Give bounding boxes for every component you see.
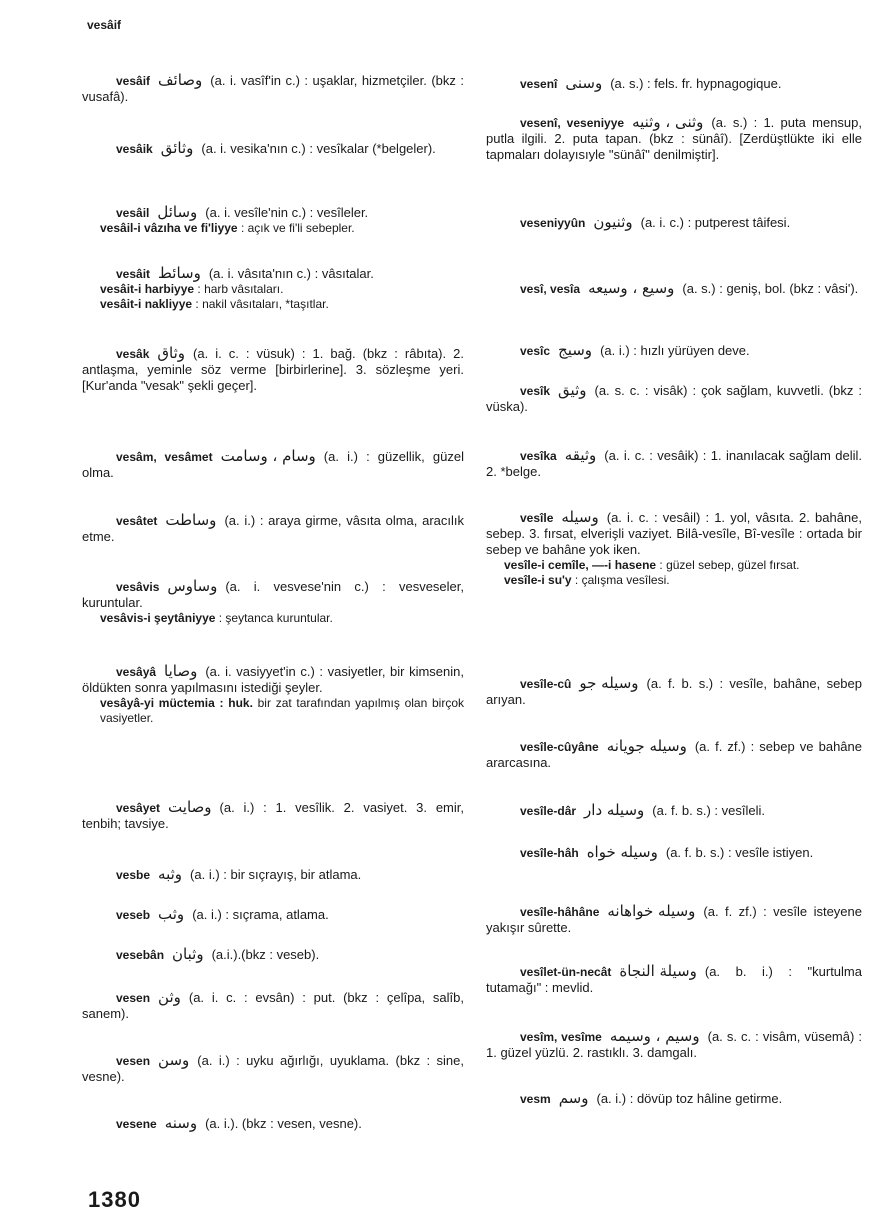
entry-definition: (a. f. b. s.) : vesîle, bahâne, sebep arıyan. — [486, 676, 862, 707]
entry-arabic-script: وثيق — [558, 381, 587, 399]
dictionary-entry — [82, 72, 464, 105]
sub-entry-headword: vesâil-i vâzıha ve fi'liyye — [100, 221, 238, 235]
dictionary-entry — [486, 509, 862, 588]
entry-arabic-script: وسيله دار — [584, 801, 645, 819]
entry-definition: (a. i.) : uyku ağırlığı, uyuklama. (bkz : sine, vesne). — [82, 1053, 464, 1084]
dictionary-entry — [82, 512, 464, 545]
entry-definition: (a. i. c. : vüsuk) : 1. bağ. (bkz : râbıta). 2. antlaşma, yeminle söz verme [birbirlerine]. 3. sözleşme yeri. [Kur'anda "vesak" şekli geçer]. — [82, 346, 464, 393]
entry-arabic-script: وثنى ، وثنيه — [632, 113, 704, 131]
entry-definition: (a. f. zf.) : sebep ve bahâne ararcasına. — [486, 739, 862, 770]
entry-headword: vesâvis — [116, 580, 160, 594]
entry-definition: (a. i. c. : vesâik) : 1. inanılacak sağlam delil. 2. *belge. — [486, 448, 862, 479]
entry-arabic-script: وثنيون — [593, 213, 633, 231]
sub-entry — [504, 573, 862, 588]
dictionary-entry — [82, 578, 464, 626]
entry-headword: veseb — [116, 908, 151, 922]
dictionary-entry — [82, 140, 464, 157]
entry-arabic-script: وسنه — [164, 1114, 198, 1132]
sub-entry-headword: vesâvis-i şeytâniyye — [100, 611, 216, 625]
entry-arabic-script: وسن — [158, 1051, 190, 1069]
entry-definition: (a. i. c. : evsân) : put. (bkz : çelîpa, salîb, sanem). — [82, 990, 464, 1021]
dictionary-entry — [486, 342, 862, 359]
sub-entry-definition: : güzel sebep, güzel fırsat. — [656, 558, 800, 572]
entry-arabic-script: وثبه — [158, 865, 183, 883]
dictionary-entry — [82, 799, 464, 832]
entry-headword: vesîle-dâr — [520, 804, 577, 818]
entry-definition: (a. s.) : fels. fr. hypnagogique. — [610, 76, 782, 91]
entry-arabic-script: وسيله جو — [579, 674, 639, 692]
dictionary-entry — [486, 1028, 862, 1061]
entry-arabic-script: وصائف — [158, 71, 203, 89]
entry-definition: (a. i. vesika'nın c.) : vesîkalar (*belgeler). — [201, 141, 436, 156]
entry-arabic-script: وصايت — [168, 798, 212, 816]
entry-definition: (a. b. i.) : "kurtulma tutamağı" : mevlid. — [486, 964, 862, 995]
entry-arabic-script: وثب — [158, 905, 185, 923]
entry-definition: (a. i.) : 1. vesîlik. 2. vasiyet. 3. emir, tenbih; tavsiye. — [82, 800, 464, 831]
entry-headword: veseniyyûn — [520, 216, 586, 230]
dictionary-entry — [486, 447, 862, 480]
dictionary-entry — [486, 903, 862, 936]
entry-arabic-script: وساطت — [165, 511, 217, 529]
sub-entry-headword: vesâit-i harbiyye — [100, 282, 195, 296]
entry-headword: vesâk — [116, 347, 150, 361]
entry-headword: vesîka — [520, 449, 557, 463]
entry-definition: (a. f. b. s.) : vesîleli. — [652, 803, 765, 818]
entry-definition: (a. i. vesîle'nin c.) : vesîleler. — [205, 205, 369, 220]
running-head: vesâif — [87, 18, 122, 32]
entry-definition: (a. f. zf.) : vesîle isteyene yakışır sûrette. — [486, 904, 862, 935]
dictionary-entry — [82, 906, 464, 923]
entry-headword: vesîle-cûyâne — [520, 740, 599, 754]
sub-entry — [100, 611, 464, 626]
entry-arabic-script: وسيله جويانه — [606, 737, 687, 755]
entry-headword: vesen — [116, 991, 151, 1005]
entry-definition: (a. i.) : araya girme, vâsıta olma, aracılık etme. — [82, 513, 464, 544]
dictionary-entry — [486, 738, 862, 771]
entry-arabic-script: وثيقه — [564, 446, 597, 464]
entry-arabic-script: وسيله — [561, 508, 599, 526]
entry-headword: vesebân — [116, 948, 165, 962]
sub-entry-definition: : şeytanca kuruntular. — [215, 611, 333, 625]
entry-definition: (a. i.) : dövüp toz hâline getirme. — [596, 1091, 783, 1106]
dictionary-entry — [82, 1115, 464, 1132]
dictionary-entry — [82, 989, 464, 1022]
entry-definition: (a.i.).(bkz : veseb). — [211, 947, 320, 962]
sub-entry-definition: : açık ve fi'li sebepler. — [237, 221, 355, 235]
entry-arabic-script: وسائل — [157, 203, 198, 221]
entry-definition: (a. i.). (bkz : vesen, vesne). — [205, 1116, 362, 1131]
sub-entry-headword: vesîle-i su'y — [504, 573, 572, 587]
entry-arabic-script: وثن — [158, 988, 181, 1006]
entry-definition: (a. s.) : geniş, bol. (bkz : vâsi'). — [682, 281, 859, 296]
sub-entry — [100, 282, 464, 297]
entry-headword: vesâyet — [116, 801, 161, 815]
entry-arabic-script: وسام ، وسامت — [220, 447, 316, 465]
entry-definition: (a. i.) : güzellik, güzel olma. — [82, 449, 464, 480]
entry-definition: (a. i.) : bir sıçrayış, bir atlama. — [190, 867, 362, 882]
dictionary-entry — [486, 214, 862, 231]
entry-headword: vesene — [116, 1117, 157, 1131]
entry-headword: vesâtet — [116, 514, 158, 528]
dictionary-entry — [82, 1052, 464, 1085]
entry-headword: vesîc — [520, 344, 551, 358]
entry-headword: vesm — [520, 1092, 551, 1106]
dictionary-entry — [486, 844, 862, 861]
entry-headword: vesâit — [116, 267, 151, 281]
entry-arabic-script: وسنى — [565, 74, 603, 92]
dictionary-entry — [82, 265, 464, 312]
dictionary-entry — [82, 866, 464, 883]
dictionary-entry — [82, 345, 464, 394]
dictionary-entry — [486, 802, 862, 819]
entry-headword: vesenî, veseniyye — [520, 116, 625, 130]
entry-arabic-script: وساوس — [167, 577, 218, 595]
entry-arabic-script: وسائط — [158, 264, 201, 282]
entry-definition: (a. i. c. : vesâil) : 1. yol, vâsıta. 2. bahâne, sebep. 3. fırsat, elverişli vaziyet. Bilâ-vesîle, Bî-vesîle : ortada bir sebep ve bahâne yok iken. — [486, 510, 862, 557]
dictionary-entry — [486, 114, 862, 163]
page-number: 1380 — [88, 1187, 141, 1212]
entry-definition: (a. i. c.) : putperest tâifesi. — [640, 215, 791, 230]
dictionary-entry — [486, 382, 862, 415]
entry-definition: (a. s.) : 1. puta mensup, putla ilgili. 2. puta tapan. (bkz : sünâî). [Zerdüştlükte iki elle tapmaları dolayısıyle "sünâî" denilmiştir]. — [486, 115, 862, 162]
entry-definition: (a. i. vasiyyet'in c.) : vasiyetler, bir kimsenin, öldükten sonra yapılmasını istediği şeyler. — [82, 664, 464, 695]
entry-arabic-script: وسيج — [558, 341, 593, 359]
entry-headword: vesî, vesîa — [520, 282, 581, 296]
entry-headword: vesîm, vesîme — [520, 1030, 602, 1044]
entry-headword: vesâm, vesâmet — [116, 450, 213, 464]
entry-definition: (a. i.) : hızlı yürüyen deve. — [600, 343, 750, 358]
entry-arabic-script: وسيع ، وسيعه — [588, 279, 675, 297]
sub-entry-headword: vesîle-i cemîle, —-i hasene — [504, 558, 657, 572]
entry-arabic-script: وثائق — [160, 139, 194, 157]
entry-headword: vesbe — [116, 868, 151, 882]
entry-arabic-script: وسيله خواه — [586, 843, 658, 861]
dictionary-entry — [486, 675, 862, 708]
entry-headword: vesîlet-ün-necât — [520, 965, 612, 979]
entry-arabic-script: وصايا — [164, 662, 198, 680]
entry-arabic-script: وسيله خواهانه — [607, 902, 696, 920]
entry-headword: vesîle-hâhâne — [520, 905, 600, 919]
dictionary-entry — [486, 963, 862, 996]
sub-entry-definition: bir zat tarafından yapılmış olan birçok vasiyetler. — [100, 696, 465, 725]
entry-headword: vesâyâ — [116, 665, 157, 679]
entry-headword: vesen — [116, 1054, 151, 1068]
entry-headword: vesîle — [520, 511, 554, 525]
entry-headword: vesenî — [520, 77, 558, 91]
entry-arabic-script: وثاق — [157, 344, 186, 362]
dictionary-entry — [486, 75, 862, 92]
entry-arabic-script: وسيم ، وسيمه — [609, 1027, 700, 1045]
sub-entry-headword: vesâyâ-yi müctemia : huk. — [100, 696, 253, 710]
entry-headword: vesâik — [116, 142, 153, 156]
entry-arabic-script: وثبان — [172, 945, 204, 963]
dictionary-entry — [486, 280, 862, 297]
sub-entry-definition: : harb vâsıtaları. — [194, 282, 284, 296]
entry-headword: vesîle-hâh — [520, 846, 579, 860]
entry-definition: (a. s. c. : visâm, vüsemâ) : 1. güzel yüzlü. 2. rastıklı. 3. damgalı. — [486, 1029, 862, 1060]
entry-headword: vesâif — [116, 74, 151, 88]
sub-entry-definition: : çalışma vesîlesi. — [571, 573, 670, 587]
dictionary-entry — [82, 448, 464, 481]
dictionary-entry — [486, 1090, 862, 1107]
entry-arabic-script: وسم — [558, 1089, 589, 1107]
dictionary-entry — [82, 204, 464, 236]
entry-definition: (a. f. b. s.) : vesîle istiyen. — [665, 845, 814, 860]
sub-entry — [100, 696, 464, 726]
entry-definition: (a. i. vesvese'nin c.) : vesveseler, kuruntular. — [82, 579, 464, 610]
entry-arabic-script: وسيلة النجاة — [619, 962, 697, 980]
entry-headword: vesâil — [116, 206, 150, 220]
entry-definition: (a. s. c. : visâk) : çok sağlam, kuvvetli. (bkz : vüska). — [486, 383, 862, 414]
entry-definition: (a. i. vâsıta'nın c.) : vâsıtalar. — [208, 266, 374, 281]
entry-headword: vesîk — [520, 384, 551, 398]
sub-entry-headword: vesâit-i nakliyye — [100, 297, 193, 311]
entry-headword: vesîle-cû — [520, 677, 572, 691]
sub-entry — [504, 558, 862, 573]
sub-entry-definition: : nakil vâsıtaları, *taşıtlar. — [192, 297, 329, 311]
entry-definition: (a. i. vasîf'in c.) : uşaklar, hizmetçiler. (bkz : vusafâ). — [82, 73, 464, 104]
sub-entry — [100, 221, 464, 236]
dictionary-entry — [82, 663, 464, 726]
sub-entry — [100, 297, 464, 312]
dictionary-entry — [82, 946, 464, 963]
entry-definition: (a. i.) : sıçrama, atlama. — [192, 907, 329, 922]
